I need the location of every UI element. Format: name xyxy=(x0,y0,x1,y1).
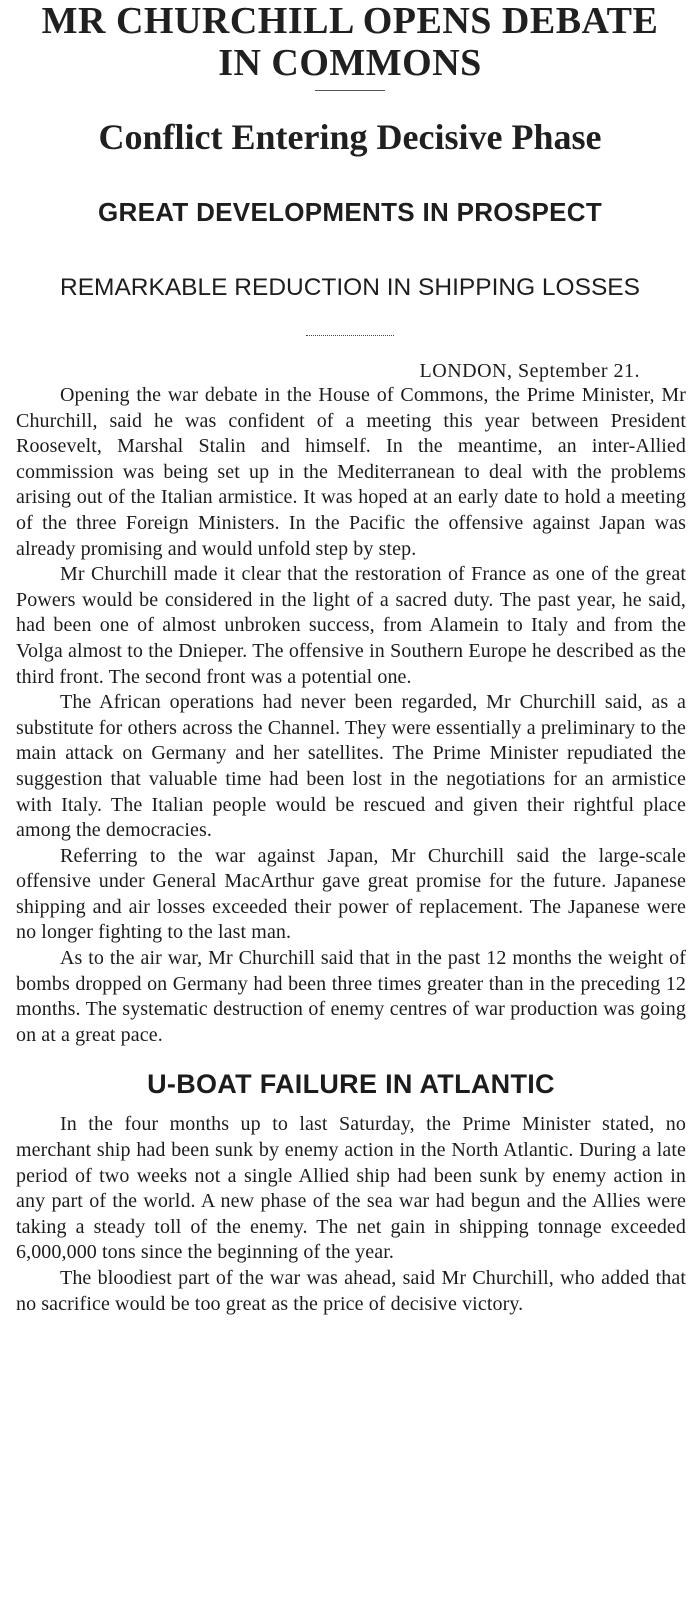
deck-developments: GREAT DEVELOPMENTS IN PROSPECT xyxy=(97,197,602,227)
paragraph: The bloodiest part of the war was ahead, said Mr Churchill, who added that no sacrifice would be too great as the price of decisive victory. xyxy=(16,1267,686,1315)
paragraph: As to the air war, Mr Churchill said that in the past 12 months the weight of bombs dropped on Germany had been three times greater than in the preceding 12 months. The systematic destruction of enemy centres of war production was going on at a great pace. xyxy=(16,947,686,1046)
headline-line-2: IN COMMONS xyxy=(218,42,482,84)
subhead-uboat: U-BOAT FAILURE IN ATLANTIC xyxy=(147,1069,555,1100)
deck-shipping: REMARKABLE REDUCTION IN SHIPPING LOSSES xyxy=(60,274,640,301)
paragraph: Opening the war debate in the House of Commons, the Prime Minister, Mr Churchill, said he was confident of a meeting this year between President Roosevelt, Marshal Stalin and himself. In the meantime, an inter-Allied commission was being set up in the Mediterranean to deal with the problems arising out of the Italian armistice. It was hoped at an early date to hold a meeting of the three Foreign Ministers. In the Pacific the offensive against Japan was already promising and would unfold step by step. xyxy=(16,384,686,560)
headline-divider xyxy=(315,90,385,91)
dateline: LONDON, September 21. xyxy=(419,360,640,382)
paragraph: The African operations had never been regarded, Mr Churchill said, as a substitute for others across the Channel. They were essentially a preliminary to the main attack on Germany and her satellites. The Prime Minister repudiated the suggestion that valuable time had been lost in the negotiations for an armistice with Italy. The Italian people would be rescued and given their rightful place among the democracies. xyxy=(16,691,686,842)
paragraph: Referring to the war against Japan, Mr Churchill said the large-scale offensive under General MacArthur gave great promise for the future. Japanese shipping and air losses exceeded their power of replacement. The Japanese were no longer fighting to the last man. xyxy=(16,844,686,944)
paragraph: In the four months up to last Saturday, the Prime Minister stated, no merchant ship had been sunk by enemy action in the North Atlantic. During a late period of two weeks not a single Allied ship had been sunk by enemy action in any part of the world. A new phase of the sea war had begun and the Allies were taking a steady toll of the enemy. The net gain in shipping tonnage exceeded 6,000,000 tons since the beginning of the year. xyxy=(16,1113,686,1264)
deck-conflict: Conflict Entering Decisive Phase xyxy=(98,117,602,157)
headline-line-1: MR CHURCHILL OPENS DEBATE xyxy=(41,0,659,42)
article-body xyxy=(0,383,700,1317)
paragraph: Mr Churchill made it clear that the restoration of France as one of the great Powers would be considered in the light of a sacred duty. The past year, he said, had been one of almost unbroken success, from Alamein to Italy and from the Volga almost to the Dnieper. The offensive in Southern Europe he described as the third front. The second front was a potential one. xyxy=(16,563,686,688)
headline xyxy=(0,0,700,84)
deck-divider xyxy=(306,335,394,336)
